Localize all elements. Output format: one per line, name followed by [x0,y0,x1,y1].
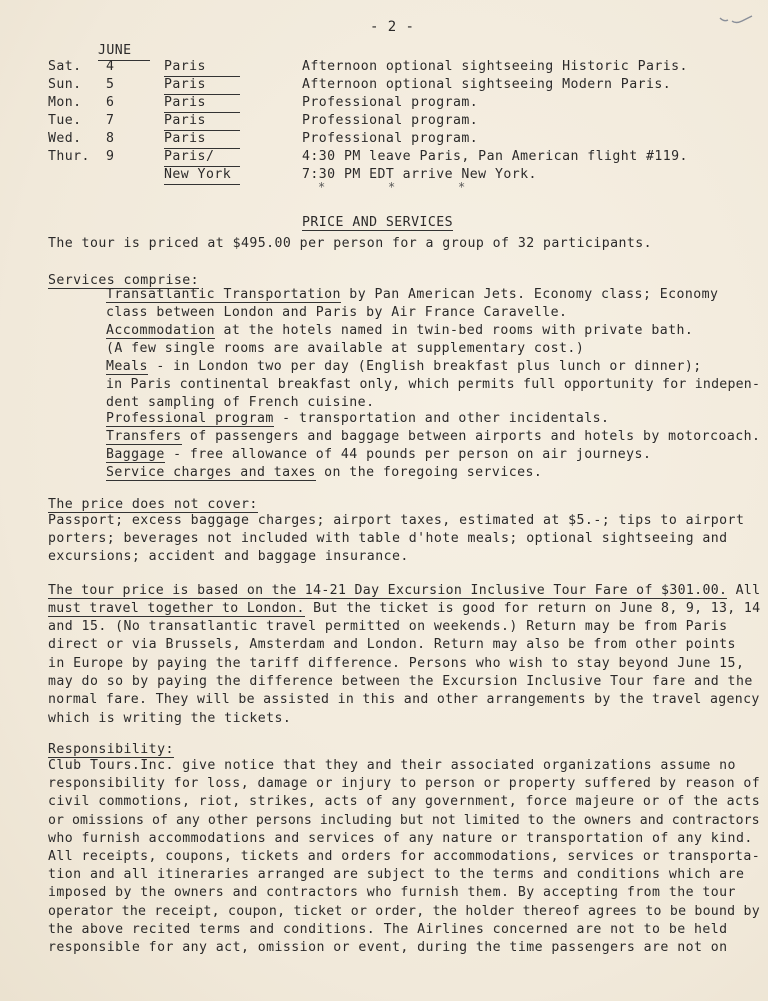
schedule-city [164,76,240,95]
not-cover-line: Passport; excess baggage charges; airport taxes, estimated at $5.-; tips to airport [48,513,745,528]
schedule-city [164,130,240,149]
schedule-day: Sat. [48,59,82,74]
services-line [106,464,542,482]
divider-star: * [388,180,396,194]
schedule-day: Mon. [48,95,82,110]
service-label: Baggage [106,447,165,462]
service-text: - transportation and other incidentals. [273,411,610,426]
schedule-event: Afternoon optional sightseeing Modern Paris. [302,77,672,92]
responsibility-line: All receipts, coupons, tickets and orders for accommodations, services or transporta- [48,849,761,864]
responsibility-line: imposed by the owners and contractors who furnish them. By accepting from the tour [48,885,736,901]
responsibility-line: responsibility for loss, damage or injury to person or property suffered by reason of [48,776,761,792]
not-cover-heading: The price does not cover: [48,497,258,512]
fare-rest-2: But the ticket is good for return on June 8, 9, 13, 14 [304,601,761,616]
services-line [106,322,693,340]
responsibility-line: operator the receipt, coupon, ticket or order, the holder thereof agrees to be bound by [48,903,760,919]
service-text: in Paris continental breakfast only, which permits full opportunity for indepen- [106,377,761,392]
responsibility-line: tion and all itineraries arranged are subject to the terms and conditions which are [48,867,745,883]
service-text: - free allowance of 44 pounds per person on air journeys. [164,447,652,462]
fare-line-2 [48,600,760,618]
responsibility-line: who furnish accommodations and services of any nature or transportation of any kind. [48,830,753,846]
schedule-event: Professional program. [302,95,479,110]
not-cover-line: porters; beverages not included with table d'hote meals; optional sightseeing and [48,531,728,546]
schedule-city [164,58,240,77]
schedule-city [164,112,240,131]
service-text: of passengers and baggage between airports and hotels by motorcoach. [181,429,761,444]
responsibility-line: or omissions of any other persons including but not limited to the owners and contractors [48,812,760,828]
schedule-date: 4 [106,59,115,74]
schedule-event: Professional program. [302,131,479,146]
fare-underlined-1: The tour price is based on the 14-21 Day Excursion Inclusive Tour Fare of $301.00. [48,583,728,598]
service-text: class between London and Paris by Air France Caravelle. [106,305,568,320]
divider-star: * [318,180,326,194]
service-text: - in London two per day (English breakfast plus lunch or dinner); [147,359,702,374]
schedule-day: Tue. [48,113,82,128]
schedule-day: Thur. [48,149,90,164]
month-heading: JUNE [98,43,132,58]
responsibility-line: civil commotions, riot, strikes, acts of any government, force majeure or of the acts [48,794,761,810]
schedule-event: Professional program. [302,113,479,128]
responsibility-line: Club Tours.Inc. give notice that they and their associated organizations assume no [48,758,736,773]
services-line [106,446,651,464]
fare-rest-1: All [727,583,761,598]
services-line [106,410,609,428]
divider-star: * [458,180,466,194]
schedule-city-text: Paris/ [164,148,240,167]
service-text: on the foregoing services. [315,465,543,480]
service-label: Professional program [106,411,274,426]
fare-line: may do so by paying the difference between the Excursion Inclusive Tour fare and the [48,673,753,689]
schedule-day: Sun. [48,77,82,92]
price-line: The tour is priced at $495.00 per person for a group of 32 participants. [48,236,653,251]
services-line [106,340,584,358]
service-label: Transatlantic Transportation [106,287,341,302]
services-line [106,358,702,376]
service-text: dent sampling of French cuisine. [106,395,375,410]
responsibility-line: responsible for any act, omission or event, during the time passengers are not on [48,940,728,955]
services-line [106,286,718,304]
services-line [106,304,567,322]
fare-line: direct or via Brussels, Amsterdam and London. Return may also be from other points [48,637,736,653]
fare-line: normal fare. They will be assisted in this and other arrangements by the travel agency [48,692,760,708]
fare-line: and 15. (No transatlantic travel permitted on weekends.) Return may be from Paris [48,619,728,634]
fare-line-1 [48,582,760,600]
page-number: - 2 - [370,19,415,35]
schedule-city [164,166,240,185]
fare-line: which is writing the tickets. [48,710,292,726]
service-label: Accommodation [106,323,216,338]
services-heading: Services comprise: [48,273,200,288]
service-label: Transfers [106,429,182,444]
schedule-event: 4:30 PM leave Paris, Pan American flight #119. [302,149,688,164]
service-label: Meals [106,359,148,374]
schedule-date: 6 [106,95,115,110]
fare-underlined-2: must travel together to London. [48,601,305,616]
schedule-city-text: New York [164,166,240,185]
services-line [106,428,760,446]
pencil-mark [718,14,754,26]
schedule-city [164,94,240,113]
fare-line: in Europe by paying the tariff difference. Persons who wish to stay beyond June 15, [48,655,745,671]
services-line [106,376,760,394]
schedule-city-text: Paris [164,130,240,149]
schedule-date: 5 [106,77,115,92]
service-text: (A few single rooms are available at supplementary cost.) [106,341,585,356]
schedule-date: 8 [106,131,115,146]
section-divider [318,178,528,197]
service-text: by Pan American Jets. Economy class; Economy [340,287,719,302]
schedule-city-text: Paris [164,94,240,113]
responsibility-line: the above recited terms and conditions. The Airlines concerned are not to be held [48,921,728,937]
service-label: Service charges and taxes [106,465,316,480]
schedule-day: Wed. [48,131,82,146]
schedule-event: Afternoon optional sightseeing Historic Paris. [302,59,688,74]
schedule-date: 9 [106,149,115,164]
service-text: at the hotels named in twin-bed rooms with private bath. [215,323,694,338]
schedule-event: 7:30 PM EDT arrive New York. [302,167,537,182]
schedule-date: 7 [106,113,115,128]
responsibility-heading: Responsibility: [48,742,174,757]
schedule-city-text: Paris [164,112,240,131]
schedule-city [164,148,240,167]
not-cover-line: excursions; accident and baggage insurance. [48,549,409,564]
price-heading: PRICE AND SERVICES [302,215,454,230]
schedule-city-text: Paris [164,76,240,95]
schedule-city-text: Paris [164,58,240,77]
